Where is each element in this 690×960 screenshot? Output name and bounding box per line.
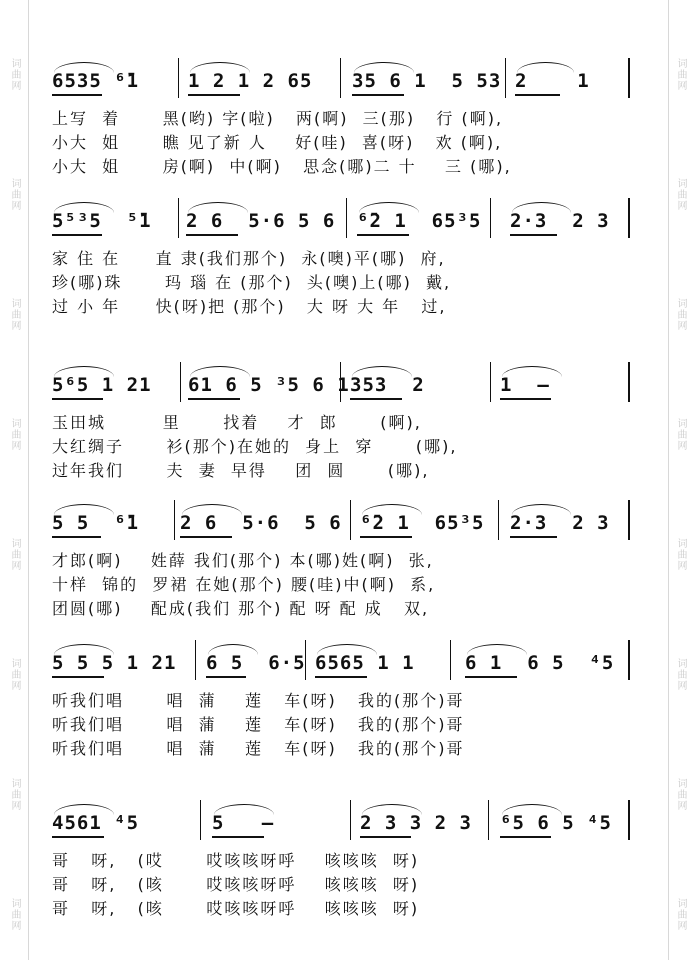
watermark-text: 词曲网: [675, 898, 686, 931]
measure-notes: 35 6 1 5 53: [352, 70, 502, 92]
measure-notes: 1 –: [500, 374, 550, 396]
slur-mark: [354, 62, 414, 73]
underline-mark: [465, 676, 517, 678]
bar-line: [178, 198, 179, 238]
bar-line: [488, 800, 489, 840]
measure-notes: 2 6 5·6 5 6: [186, 210, 336, 232]
slur-mark: [214, 804, 274, 815]
underline-mark: [52, 94, 102, 96]
measure-notes: 2·3 2 3: [510, 512, 610, 534]
underline-mark: [510, 536, 557, 538]
underline-mark: [500, 836, 551, 838]
score-system: [0, 198, 690, 338]
underline-mark: [52, 536, 101, 538]
bar-line: [628, 800, 630, 840]
lyric-line: 听我们唱 唱 蒲 莲 车(呀) 我的(那个)哥: [52, 739, 465, 758]
bar-line: [350, 800, 351, 840]
slur-mark: [190, 62, 250, 73]
measure-notes: 6 5 6·5: [206, 652, 306, 674]
underline-mark: [352, 94, 404, 96]
underline-mark: [188, 94, 240, 96]
bar-line: [628, 362, 630, 402]
underline-mark: [180, 536, 232, 538]
lyric-line: 听我们唱 唱 蒲 莲 车(呀) 我的(那个)哥: [52, 715, 465, 734]
lyric-line: 哥 呀, (咳 哎咳咳呀呼 咳咳咳 呀): [52, 875, 420, 894]
underline-mark: [188, 398, 240, 400]
underline-mark: [500, 398, 551, 400]
bar-line: [505, 58, 506, 98]
slur-mark: [362, 504, 422, 515]
underline-mark: [357, 234, 409, 236]
slur-mark: [54, 644, 114, 655]
measure-notes: ⁶̄2 1 65³5: [357, 210, 482, 232]
measure-notes: 5 5 ⁶̄1: [52, 512, 140, 534]
bar-line: [628, 640, 630, 680]
watermark-text: 词曲网: [675, 538, 686, 571]
score-system: [0, 800, 690, 940]
slur-mark: [359, 202, 419, 213]
underline-mark: [186, 234, 238, 236]
bar-line: [200, 800, 201, 840]
underline-mark: [52, 234, 102, 236]
score-system: [0, 58, 690, 198]
slur-mark: [208, 644, 258, 655]
measure-notes: ⁶̄2 1 65³5: [360, 512, 485, 534]
lyric-line: 大红绸子 衫(那个)在她的 身上 穿 (哪),: [52, 437, 458, 456]
lyric-line: 上写 着 黑(哟) 字(啦) 两(啊) 三(那) 行 (啊),: [52, 109, 504, 128]
measure-notes: 353 2: [350, 374, 425, 396]
measure-notes: 2 3 3 2 3: [360, 812, 472, 834]
watermark-text: 词曲网: [9, 658, 20, 691]
lyric-line: 过年我们 夫 妻 早得 团 圆 (哪),: [52, 461, 430, 480]
watermark-text: 词曲网: [675, 418, 686, 451]
watermark-text: 词曲网: [675, 58, 686, 91]
watermark-text: 词曲网: [9, 58, 20, 91]
underline-mark: [510, 234, 557, 236]
lyric-line: 才郎(啊) 姓薛 我们(那个) 本(哪)姓(啊) 张,: [52, 551, 434, 570]
watermark-text: 词曲网: [675, 658, 686, 691]
bar-line: [174, 500, 175, 540]
measure-notes: 2 6 5·6 5 6: [180, 512, 342, 534]
bar-line: [346, 198, 347, 238]
watermark-text: 词曲网: [9, 418, 20, 451]
watermark-text: 词曲网: [9, 538, 20, 571]
underline-mark: [206, 676, 246, 678]
watermark-text: 词曲网: [675, 298, 686, 331]
lyric-line: 家 住 在 直 隶(我们那个) 永(噢)平(哪) 府,: [52, 249, 446, 268]
underline-mark: [515, 94, 560, 96]
measure-notes: 2·3 2 3: [510, 210, 610, 232]
slur-mark: [190, 366, 250, 377]
slur-mark: [188, 202, 248, 213]
slur-mark: [352, 366, 412, 377]
lyric-line: 十样 锦的 罗裙 在她(那个) 腰(哇)中(啊) 系,: [52, 575, 436, 594]
slur-mark: [362, 804, 422, 815]
slur-mark: [54, 62, 114, 73]
lyric-line: 小大 姐 瞧 见了新 人 好(哇) 喜(呀) 欢 (啊),: [52, 133, 503, 152]
slur-mark: [512, 202, 571, 213]
measure-notes: 5⁵³5 ⁵̄1: [52, 210, 152, 232]
slur-mark: [54, 202, 114, 213]
measure-notes: 6565 1 1: [315, 652, 415, 674]
lyric-line: 团圆(哪) 配成(我们 那个) 配 呀 配 成 双,: [52, 599, 430, 618]
underline-mark: [360, 536, 412, 538]
lyric-line: 听我们唱 唱 蒲 莲 车(呀) 我的(那个)哥: [52, 691, 465, 710]
bar-line: [350, 500, 351, 540]
bar-line: [490, 362, 491, 402]
lyric-line: 过 小 年 快(呀)把 (那个) 大 呀 大 年 过,: [52, 297, 447, 316]
bar-line: [628, 58, 630, 98]
underline-mark: [212, 836, 264, 838]
slur-mark: [317, 644, 377, 655]
measure-notes: 61 6 5 ³5 6 1: [188, 374, 350, 396]
measure-notes: ⁶5 6 5 ⁴5: [500, 812, 612, 834]
lyric-line: 珍(哪)珠 玛 瑙 在 (那个) 头(噢)上(哪) 戴,: [52, 273, 452, 292]
measure-notes: 5⁶5 1 21: [52, 374, 152, 396]
underline-mark: [52, 676, 104, 678]
underline-mark: [350, 398, 402, 400]
slur-mark: [517, 62, 574, 73]
lyric-line: 小大 姐 房(啊) 中(啊) 思念(哪)二 十 三 (哪),: [52, 157, 512, 176]
measure-notes: 6 1 6 5 ⁴5: [465, 652, 615, 674]
bar-line: [498, 500, 499, 540]
measure-notes: 5 5 5 1 21: [52, 652, 177, 674]
slur-mark: [502, 804, 562, 815]
measure-notes: 4561 ⁴5: [52, 812, 140, 834]
underline-mark: [52, 836, 104, 838]
underline-mark: [315, 676, 367, 678]
bar-line: [450, 640, 451, 680]
slur-mark: [512, 504, 571, 515]
slur-mark: [54, 366, 114, 377]
lyric-line: 哥 呀, (哎 哎咳咳呀呼 咳咳咳 呀): [52, 851, 420, 870]
watermark-text: 词曲网: [9, 898, 20, 931]
measure-notes: 1 2 1 2 65: [188, 70, 313, 92]
score-system: [0, 362, 690, 502]
lyric-line: 玉田城 里 找着 才 郎 (啊),: [52, 413, 422, 432]
watermark-text: 词曲网: [675, 778, 686, 811]
bar-line: [490, 198, 491, 238]
watermark-text: 词曲网: [9, 778, 20, 811]
watermark-text: 词曲网: [675, 178, 686, 211]
bar-line: [195, 640, 196, 680]
bar-line: [628, 500, 630, 540]
slur-mark: [467, 644, 527, 655]
bar-line: [628, 198, 630, 238]
underline-mark: [52, 398, 103, 400]
slur-mark: [502, 366, 562, 377]
score-system: [0, 500, 690, 640]
lyric-line: 哥 呀, (咳 哎咳咳呀呼 咳咳咳 呀): [52, 899, 420, 918]
bar-line: [178, 58, 179, 98]
underline-mark: [360, 836, 411, 838]
watermark-text: 词曲网: [9, 178, 20, 211]
bar-line: [340, 58, 341, 98]
measure-notes: 6535 ⁶̄1: [52, 70, 140, 92]
slur-mark: [182, 504, 242, 515]
measure-notes: 5 –: [212, 812, 275, 834]
slur-mark: [54, 804, 114, 815]
watermark-text: 词曲网: [9, 298, 20, 331]
slur-mark: [54, 504, 114, 515]
measure-notes: 2 1: [515, 70, 590, 92]
score-system: [0, 640, 690, 780]
bar-line: [180, 362, 181, 402]
